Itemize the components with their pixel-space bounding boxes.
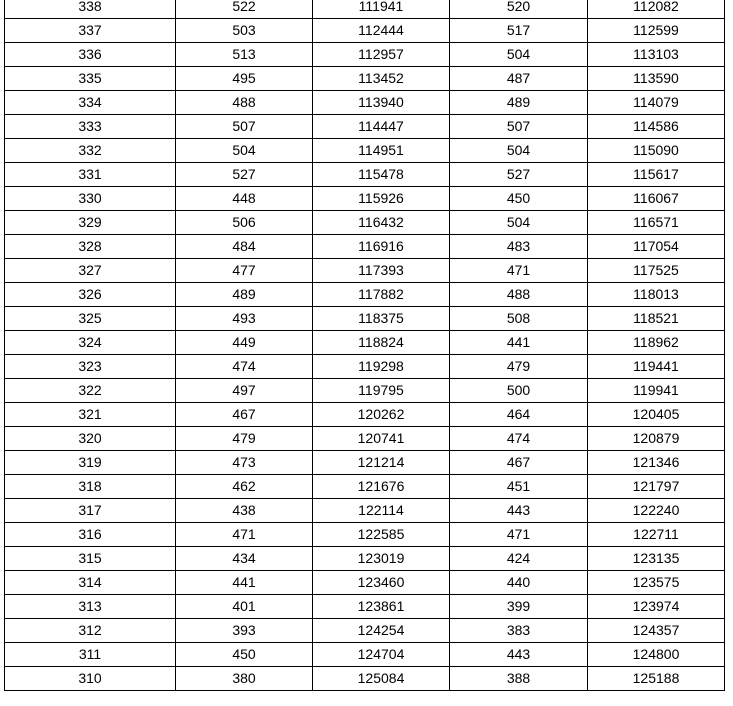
cumulative-b-cell: 123135 bbox=[588, 547, 725, 571]
cumulative-b-cell: 116571 bbox=[588, 211, 725, 235]
score-cell: 319 bbox=[5, 451, 176, 475]
count-a-cell: 495 bbox=[176, 67, 313, 91]
count-a-cell: 393 bbox=[176, 619, 313, 643]
cumulative-a-cell: 123019 bbox=[313, 547, 450, 571]
table-row bbox=[5, 499, 725, 523]
count-a-cell: 401 bbox=[176, 595, 313, 619]
count-b-cell: 527 bbox=[450, 163, 588, 187]
cumulative-a-cell: 122585 bbox=[313, 523, 450, 547]
score-cell: 311 bbox=[5, 643, 176, 667]
table-row bbox=[5, 283, 725, 307]
cumulative-a-cell: 123460 bbox=[313, 571, 450, 595]
cumulative-b-cell: 112599 bbox=[588, 19, 725, 43]
score-cell: 313 bbox=[5, 595, 176, 619]
count-b-cell: 488 bbox=[450, 283, 588, 307]
cumulative-b-cell: 123575 bbox=[588, 571, 725, 595]
count-a-cell: 488 bbox=[176, 91, 313, 115]
score-cell: 314 bbox=[5, 571, 176, 595]
cumulative-a-cell: 114447 bbox=[313, 115, 450, 139]
count-a-cell: 450 bbox=[176, 643, 313, 667]
count-a-cell: 506 bbox=[176, 211, 313, 235]
cumulative-b-cell: 119941 bbox=[588, 379, 725, 403]
count-b-cell: 489 bbox=[450, 91, 588, 115]
cumulative-a-cell: 118375 bbox=[313, 307, 450, 331]
cumulative-b-cell: 119441 bbox=[588, 355, 725, 379]
count-a-cell: 484 bbox=[176, 235, 313, 259]
count-b-cell: 467 bbox=[450, 451, 588, 475]
count-b-cell: 474 bbox=[450, 427, 588, 451]
count-a-cell: 493 bbox=[176, 307, 313, 331]
count-a-cell: 449 bbox=[176, 331, 313, 355]
count-b-cell: 440 bbox=[450, 571, 588, 595]
score-cell: 323 bbox=[5, 355, 176, 379]
cumulative-a-cell: 115478 bbox=[313, 163, 450, 187]
count-b-cell: 424 bbox=[450, 547, 588, 571]
table-row bbox=[5, 259, 725, 283]
count-a-cell: 438 bbox=[176, 499, 313, 523]
table-row bbox=[5, 475, 725, 499]
table-row bbox=[5, 379, 725, 403]
cumulative-b-cell: 120879 bbox=[588, 427, 725, 451]
count-b-cell: 500 bbox=[450, 379, 588, 403]
cumulative-b-cell: 125188 bbox=[588, 667, 725, 691]
cumulative-b-cell: 118962 bbox=[588, 331, 725, 355]
score-cell: 326 bbox=[5, 283, 176, 307]
cumulative-a-cell: 120741 bbox=[313, 427, 450, 451]
count-a-cell: 467 bbox=[176, 403, 313, 427]
count-a-cell: 513 bbox=[176, 43, 313, 67]
count-a-cell: 471 bbox=[176, 523, 313, 547]
cumulative-a-cell: 122114 bbox=[313, 499, 450, 523]
count-a-cell: 462 bbox=[176, 475, 313, 499]
score-cell: 328 bbox=[5, 235, 176, 259]
score-table bbox=[4, 0, 725, 691]
count-b-cell: 504 bbox=[450, 139, 588, 163]
table-row bbox=[5, 595, 725, 619]
count-a-cell: 497 bbox=[176, 379, 313, 403]
cumulative-a-cell: 117393 bbox=[313, 259, 450, 283]
count-b-cell: 479 bbox=[450, 355, 588, 379]
cumulative-b-cell: 113103 bbox=[588, 43, 725, 67]
table-row bbox=[5, 211, 725, 235]
count-a-cell: 503 bbox=[176, 19, 313, 43]
count-a-cell: 473 bbox=[176, 451, 313, 475]
count-a-cell: 477 bbox=[176, 259, 313, 283]
cumulative-b-cell: 120405 bbox=[588, 403, 725, 427]
count-b-cell: 471 bbox=[450, 259, 588, 283]
cumulative-b-cell: 115090 bbox=[588, 139, 725, 163]
count-b-cell: 504 bbox=[450, 211, 588, 235]
score-table-container bbox=[4, 0, 724, 691]
cumulative-b-cell: 124800 bbox=[588, 643, 725, 667]
count-b-cell: 441 bbox=[450, 331, 588, 355]
cumulative-b-cell: 112082 bbox=[588, 0, 725, 19]
cumulative-a-cell: 116916 bbox=[313, 235, 450, 259]
cumulative-b-cell: 116067 bbox=[588, 187, 725, 211]
score-cell: 325 bbox=[5, 307, 176, 331]
cumulative-b-cell: 117054 bbox=[588, 235, 725, 259]
table-row bbox=[5, 91, 725, 115]
cumulative-a-cell: 117882 bbox=[313, 283, 450, 307]
table-row bbox=[5, 667, 725, 691]
count-b-cell: 450 bbox=[450, 187, 588, 211]
cumulative-a-cell: 119298 bbox=[313, 355, 450, 379]
count-a-cell: 527 bbox=[176, 163, 313, 187]
count-a-cell: 441 bbox=[176, 571, 313, 595]
cumulative-b-cell: 115617 bbox=[588, 163, 725, 187]
score-cell: 338 bbox=[5, 0, 176, 19]
table-row bbox=[5, 307, 725, 331]
cumulative-a-cell: 121676 bbox=[313, 475, 450, 499]
score-cell: 324 bbox=[5, 331, 176, 355]
count-b-cell: 487 bbox=[450, 67, 588, 91]
table-row bbox=[5, 403, 725, 427]
count-b-cell: 383 bbox=[450, 619, 588, 643]
cumulative-b-cell: 113590 bbox=[588, 67, 725, 91]
score-cell: 335 bbox=[5, 67, 176, 91]
cumulative-b-cell: 123974 bbox=[588, 595, 725, 619]
count-b-cell: 443 bbox=[450, 499, 588, 523]
score-cell: 318 bbox=[5, 475, 176, 499]
count-a-cell: 448 bbox=[176, 187, 313, 211]
cumulative-a-cell: 111941 bbox=[313, 0, 450, 19]
count-a-cell: 380 bbox=[176, 667, 313, 691]
count-b-cell: 508 bbox=[450, 307, 588, 331]
cumulative-a-cell: 121214 bbox=[313, 451, 450, 475]
count-b-cell: 471 bbox=[450, 523, 588, 547]
cumulative-b-cell: 118013 bbox=[588, 283, 725, 307]
table-body bbox=[5, 0, 725, 691]
table-row bbox=[5, 163, 725, 187]
count-b-cell: 517 bbox=[450, 19, 588, 43]
count-b-cell: 399 bbox=[450, 595, 588, 619]
score-cell: 330 bbox=[5, 187, 176, 211]
table-row bbox=[5, 523, 725, 547]
cumulative-a-cell: 118824 bbox=[313, 331, 450, 355]
count-a-cell: 479 bbox=[176, 427, 313, 451]
score-cell: 329 bbox=[5, 211, 176, 235]
table-row bbox=[5, 115, 725, 139]
cumulative-a-cell: 120262 bbox=[313, 403, 450, 427]
table-row bbox=[5, 235, 725, 259]
count-b-cell: 464 bbox=[450, 403, 588, 427]
cumulative-a-cell: 125084 bbox=[313, 667, 450, 691]
cumulative-a-cell: 112957 bbox=[313, 43, 450, 67]
count-a-cell: 489 bbox=[176, 283, 313, 307]
score-cell: 312 bbox=[5, 619, 176, 643]
cumulative-a-cell: 113940 bbox=[313, 91, 450, 115]
score-cell: 316 bbox=[5, 523, 176, 547]
score-cell: 322 bbox=[5, 379, 176, 403]
cumulative-a-cell: 124254 bbox=[313, 619, 450, 643]
count-b-cell: 451 bbox=[450, 475, 588, 499]
cumulative-a-cell: 119795 bbox=[313, 379, 450, 403]
table-row bbox=[5, 19, 725, 43]
score-cell: 337 bbox=[5, 19, 176, 43]
score-cell: 333 bbox=[5, 115, 176, 139]
cumulative-a-cell: 116432 bbox=[313, 211, 450, 235]
count-a-cell: 504 bbox=[176, 139, 313, 163]
cumulative-b-cell: 118521 bbox=[588, 307, 725, 331]
cumulative-b-cell: 121797 bbox=[588, 475, 725, 499]
score-cell: 336 bbox=[5, 43, 176, 67]
cumulative-b-cell: 114079 bbox=[588, 91, 725, 115]
table-row bbox=[5, 451, 725, 475]
cumulative-b-cell: 122711 bbox=[588, 523, 725, 547]
score-cell: 331 bbox=[5, 163, 176, 187]
table-row bbox=[5, 643, 725, 667]
count-b-cell: 507 bbox=[450, 115, 588, 139]
count-b-cell: 443 bbox=[450, 643, 588, 667]
score-cell: 310 bbox=[5, 667, 176, 691]
count-a-cell: 474 bbox=[176, 355, 313, 379]
cumulative-b-cell: 121346 bbox=[588, 451, 725, 475]
table-row bbox=[5, 43, 725, 67]
table-row bbox=[5, 571, 725, 595]
count-b-cell: 520 bbox=[450, 0, 588, 19]
table-row bbox=[5, 427, 725, 451]
score-cell: 332 bbox=[5, 139, 176, 163]
score-cell: 327 bbox=[5, 259, 176, 283]
table-row bbox=[5, 331, 725, 355]
table-row bbox=[5, 355, 725, 379]
table-row bbox=[5, 67, 725, 91]
cumulative-a-cell: 112444 bbox=[313, 19, 450, 43]
cumulative-a-cell: 114951 bbox=[313, 139, 450, 163]
score-cell: 334 bbox=[5, 91, 176, 115]
score-cell: 317 bbox=[5, 499, 176, 523]
cumulative-a-cell: 123861 bbox=[313, 595, 450, 619]
table-row bbox=[5, 619, 725, 643]
score-cell: 315 bbox=[5, 547, 176, 571]
score-cell: 321 bbox=[5, 403, 176, 427]
count-b-cell: 504 bbox=[450, 43, 588, 67]
cumulative-a-cell: 115926 bbox=[313, 187, 450, 211]
cumulative-b-cell: 124357 bbox=[588, 619, 725, 643]
score-cell: 320 bbox=[5, 427, 176, 451]
count-a-cell: 522 bbox=[176, 0, 313, 19]
cumulative-a-cell: 124704 bbox=[313, 643, 450, 667]
count-b-cell: 483 bbox=[450, 235, 588, 259]
table-row bbox=[5, 187, 725, 211]
table-row bbox=[5, 547, 725, 571]
cumulative-b-cell: 122240 bbox=[588, 499, 725, 523]
table-row bbox=[5, 139, 725, 163]
cumulative-b-cell: 117525 bbox=[588, 259, 725, 283]
cumulative-a-cell: 113452 bbox=[313, 67, 450, 91]
table-row bbox=[5, 0, 725, 19]
cumulative-b-cell: 114586 bbox=[588, 115, 725, 139]
count-a-cell: 507 bbox=[176, 115, 313, 139]
count-a-cell: 434 bbox=[176, 547, 313, 571]
count-b-cell: 388 bbox=[450, 667, 588, 691]
